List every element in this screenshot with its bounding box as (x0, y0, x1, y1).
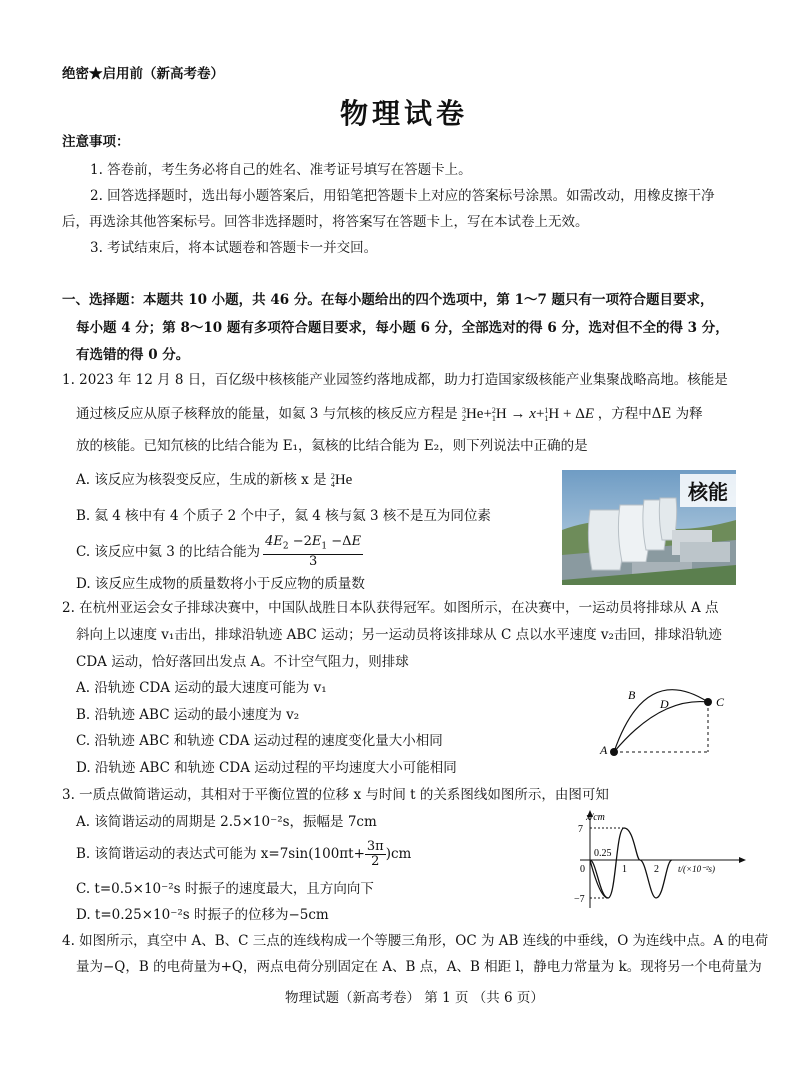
q3-option-b-post: )cm (385, 846, 412, 862)
tick-2: 2 (654, 864, 659, 875)
section1-line-3: 有选错的得 0 分。 (76, 347, 190, 363)
q2-line-1: 2. 在杭州亚运会女子排球决赛中，中国队战胜日本队获得冠军。如图所示，在决赛中，一运动员将排球从 A 点 (62, 600, 719, 616)
tick-0-25: 0.25 (594, 848, 612, 859)
q3-option-a: A. 该简谐运动的周期是 2.5×10⁻²s，振幅是 7cm (76, 814, 377, 830)
q2-option-d: D. 沿轨迹 ABC 和轨迹 CDA 运动过程的平均速度大小可能相同 (76, 760, 457, 776)
q1-line-2a: 通过核反应从原子核释放的能量，如氦 3 与氘核的核反应方程是 (76, 406, 458, 422)
nuclear-plant-image (562, 470, 736, 585)
notice-heading: 注意事项： (62, 134, 130, 150)
section1-line-2: 每小题 4 分；第 8～10 题有多项符合题目要求，每小题 6 分，全部选对的得 6 分，选对但不全的得 3 分， (76, 320, 729, 336)
q2-option-b: B. 沿轨迹 ABC 运动的最小速度为 v₂ (76, 707, 300, 723)
label-c: C (716, 695, 725, 709)
label-b: B (628, 688, 636, 702)
image-badge: 核能 (680, 474, 736, 507)
section1-line-1: 一、选择题：本题共 10 小题，共 46 分。在每小题给出的四个选项中，第 1～7 题只有一项符合题目要求， (62, 292, 714, 308)
curve-start (590, 860, 608, 898)
q1-line-1: 1. 2023 年 12 月 8 日，百亿级中核核能产业园签约落地成都，助力打造国家级核能产业集聚战略高地。核能是 (62, 372, 728, 388)
graph-xlabel: t/(×10⁻²s) (678, 864, 716, 874)
point-a (610, 748, 618, 756)
q3-line-1: 3. 一质点做简谐运动，其相对于平衡位置的位移 x 与时间 t 的关系图线如图所示，由图可知 (62, 787, 609, 803)
notice-item-2-cont: 后，再选涂其他答案标号。回答非选择题时，将答案写在答题卡上，写在本试卷上无效。 (62, 214, 589, 230)
q3-fraction: $\frac{3\pi}{2}$ (366, 838, 384, 869)
x-axis-arrow (739, 857, 746, 863)
q1-option-b: B. 氦 4 核中有 4 个质子 2 个中子，氦 4 核与氦 3 核不是互为同位素 (76, 508, 491, 524)
q3-option-d: D. t=0.25×10⁻²s 时振子的位移为−5cm (76, 907, 329, 923)
tick-7: 7 (578, 824, 583, 835)
q1-line-3: 放的核能。已知氘核的比结合能为 E₁，氦核的比结合能为 E₂，则下列说法中正确的是 (76, 438, 588, 454)
tick-minus-7: −7 (574, 894, 585, 905)
q1-option-a-text: A. 该反应为核裂变反应，生成的新核 x 是 (76, 472, 327, 488)
page-title: 物理试卷 (340, 97, 469, 130)
point-c (704, 698, 712, 706)
label-a: A (600, 743, 608, 757)
notice-item-3: 3. 考试结束后，将本试题卷和答题卡一并交回。 (90, 240, 378, 256)
q1-line-2 (76, 404, 703, 424)
q2-option-c: C. 沿轨迹 ABC 和轨迹 CDA 运动过程的速度变化量大小相同 (76, 733, 443, 749)
q1-option-a: A. 该反应为核裂变反应，生成的新核 x 是 2 4 He (76, 471, 353, 489)
q1-option-c-text: C. 该反应中氦 3 的比结合能为 (76, 544, 261, 560)
tick-1: 1 (622, 864, 627, 875)
q3-option-c: C. t=0.5×10⁻²s 时振子的速度最大，且方向向下 (76, 881, 374, 897)
q1-equation: 3 2 He+ 2 1 H → x+ 1 1 H + ΔE (461, 405, 595, 423)
q1-line-2b: ，方程中ΔE 为释 (597, 406, 703, 422)
q3-option-b (76, 834, 411, 874)
secret-label: 绝密★启用前（新高考卷） (62, 66, 224, 82)
page-footer: 物理试题（新高考卷） 第 1 页 （共 6 页） (285, 990, 544, 1006)
q1-option-c (76, 532, 363, 572)
q4-line-1: 4. 如图所示，真空中 A、B、C 三点的连线构成一个等腰三角形，OC 为 AB 连线的中垂线，O 为连线中点。A 的电荷 (62, 933, 769, 949)
q2-line-3: CDA 运动，恰好落回出发点 A。不计空气阻力，则排球 (76, 654, 409, 670)
notice-item-1: 1. 答卷前，考生务必将自己的姓名、准考证号填写在答题卡上。 (90, 162, 472, 178)
label-d: D (660, 697, 669, 711)
q2-option-a: A. 沿轨迹 CDA 运动的最大速度可能为 v₁ (76, 680, 327, 696)
oscillation-graph (560, 808, 750, 913)
sine-curve (590, 828, 672, 898)
notice-item-2: 2. 回答选择题时，选出每小题答案后，用铅笔把答题卡上对应的答案标号涂黑。如需改动，用橡皮擦干净 (90, 188, 715, 204)
q2-line-2: 斜向上以速度 v₁击出，排球沿轨迹 ABC 运动；另一运动员将该排球从 C 点以水平速度 v₂击回，排球沿轨迹 (76, 627, 722, 643)
q1-option-d: D. 该反应生成物的质量数将小于反应物的质量数 (76, 576, 365, 592)
volleyball-trajectory-figure (590, 672, 730, 757)
q1-fraction: $\frac{4E_2 -2E_1 -\Delta E}{3}$ (265, 534, 362, 569)
graph-ylabel: x/cm (586, 812, 605, 823)
q3-option-b-pre: B. 该简谐运动的表达式可能为 x=7sin(100πt+ (76, 846, 365, 862)
tick-0: 0 (580, 864, 585, 875)
q4-line-2: 量为−Q，B 的电荷量为+Q，两点电荷分别固定在 A、B 点，A、B 相距 l，静电力常量为 k。现将另一个电荷量为 (76, 959, 762, 975)
